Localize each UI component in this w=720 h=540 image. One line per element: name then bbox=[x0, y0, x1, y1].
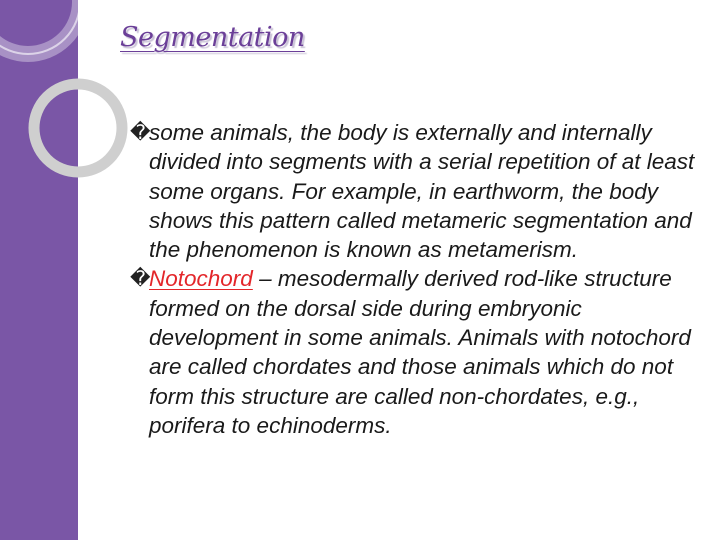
notochord-term-link[interactable]: Notochord bbox=[149, 266, 253, 292]
bullet-icon: � bbox=[130, 120, 151, 144]
sidebar-band bbox=[0, 0, 78, 540]
paragraph-text: some animals, the body is externally and internally divided into segments with a serial repetition of at least some organs. For example, in earthworm, the body shows this pattern called metameric segmentation and the phenomenon is known as metamerism. bbox=[149, 120, 695, 263]
slide-title: Segmentation bbox=[120, 22, 305, 53]
bullet-paragraph-segmentation bbox=[130, 118, 700, 264]
bullet-paragraph-notochord bbox=[130, 264, 700, 440]
bullet-icon: � bbox=[130, 266, 151, 291]
slide-body bbox=[130, 118, 700, 440]
paragraph-text: – mesodermally derived rod-like structure formed on the dorsal side during embryonic development in some animals. Animals with notochord are called chordates and those animals which do not form this structure are called non-chordates, e.g., porifera to echinoderms. bbox=[149, 266, 691, 438]
